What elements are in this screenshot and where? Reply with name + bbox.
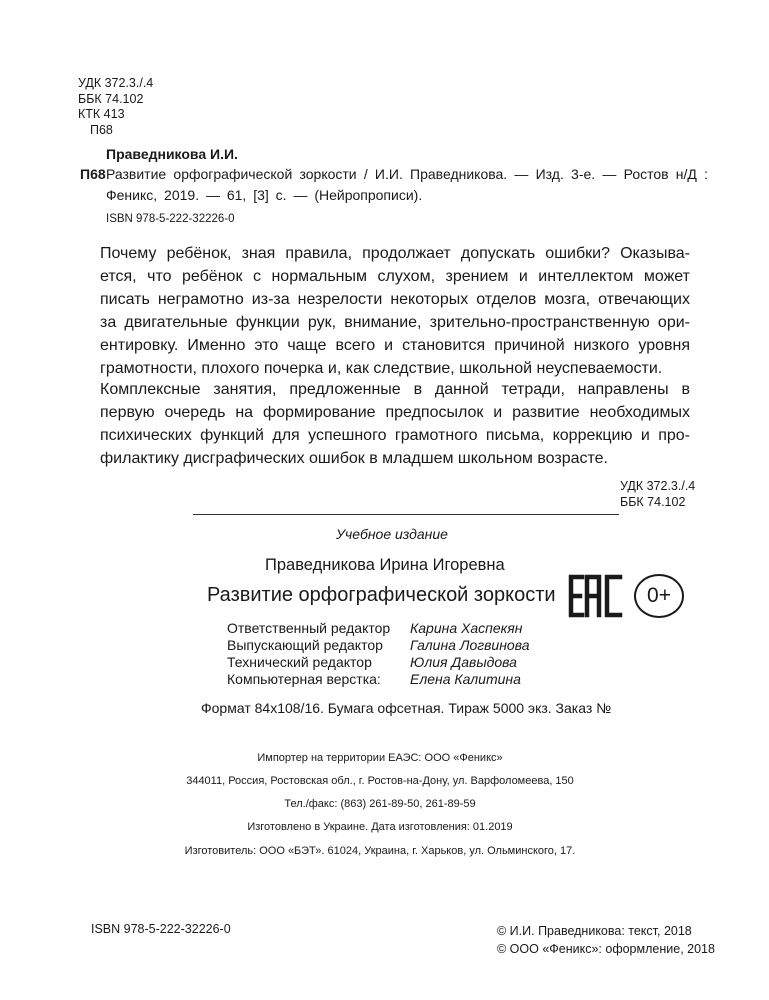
divider-rule (193, 514, 619, 515)
bbk-code: ББК 74.102 (620, 494, 686, 509)
edition-type: Учебное издание (336, 526, 448, 542)
annotation-line: грамотности, плохого почерка и, как следствие, школьной неуспеваемости. (100, 360, 663, 377)
credit-name: Юлия Давыдова (410, 654, 517, 670)
udk-code: УДК 372.3./.4 (620, 479, 696, 493)
eac-conformity-mark-icon (567, 573, 627, 619)
bibliographic-mark: П68 (80, 166, 106, 182)
bibliographic-description (106, 164, 708, 206)
annotation-line: ентировку. Именно это чаще всего и становится причиной низкого уровня (100, 337, 690, 354)
copyright-text: © И.И. Праведникова: текст, 2018 (497, 924, 692, 938)
manufacture-date: Изготовлено в Украине. Дата изготовления: 01.2019 (247, 821, 513, 833)
udk-code: УДК 372.3./.4 (78, 76, 154, 90)
credit-role: Компьютерная верстка: (227, 671, 381, 687)
classification-codes-right (620, 479, 695, 510)
annotation-line: первую очередь на формирование предпосылок и развитие необходимых (100, 404, 690, 421)
credit-role: Технический редактор (227, 654, 372, 670)
importer-line: Импортер на территории ЕАЭС: ООО «Феникс» (257, 752, 503, 764)
importer-address: 344011, Россия, Ростовская обл., г. Ростов-на-Дону, ул. Варфоломеева, 150 (186, 775, 574, 787)
author-full-name: Праведникова Ирина Игоревна (265, 556, 505, 574)
age-rating-badge: 0+ (634, 574, 684, 618)
author-mark: П68 (90, 122, 113, 137)
copyright-block (497, 922, 715, 958)
annotation-line: Комплексные занятия, предложенные в данной тетради, направлены в (100, 381, 690, 398)
annotation-line: ется, что ребёнок с нормальным слухом, зрением и интеллектом может (100, 268, 690, 285)
annotation-line: Почему ребёнок, зная правила, продолжает допускать ошибки? Оказыва- (100, 245, 690, 262)
bibliographic-author: Праведникова И.И. (106, 146, 238, 162)
importer-phone: Тел./факс: (863) 261-89-50, 261-89-59 (284, 798, 476, 810)
credit-role: Выпускающий редактор (227, 637, 383, 653)
bibliographic-line-2: Феникс, 2019. — 61, [3] с. — (Нейропрописи). (106, 187, 423, 203)
annotation-line: психических функций для успешного грамотного письма, коррекцию и про- (100, 427, 690, 444)
ktk-code: КТК 413 (78, 107, 125, 121)
bbk-code: ББК 74.102 (78, 91, 144, 106)
credit-name: Карина Хаспекян (410, 620, 523, 636)
isbn-bottom: ISBN 978-5-222-32226-0 (91, 922, 231, 936)
print-format: Формат 84x108/16. Бумага офсетная. Тираж 5000 экз. Заказ № (201, 700, 612, 716)
classification-codes (78, 76, 153, 138)
annotation-paragraph-2 (100, 378, 690, 470)
credit-name: Елена Калитина (410, 671, 521, 687)
copyright-design: © ООО «Феникс»: оформление, 2018 (497, 942, 715, 956)
annotation-line: филактику дисграфических ошибок в младшем школьном возрасте. (100, 450, 608, 467)
isbn-top: ISBN 978-5-222-32226-0 (106, 213, 235, 225)
annotation-line: писать неграмотно из-за незрелости некоторых отделов мозга, отвечающих (100, 291, 690, 308)
annotation-line: за двигательные функции рук, внимание, зрительно-пространственную ори- (100, 314, 690, 331)
bibliographic-line-1: Развитие орфографической зоркости / И.И. Праведникова. — Изд. 3-е. — Ростов н/Д : (106, 166, 708, 182)
annotation-paragraph-1 (100, 242, 690, 380)
credit-role: Ответственный редактор (227, 620, 391, 636)
book-title: Развитие орфографической зоркости (207, 584, 556, 606)
manufacturer-line: Изготовитель: ООО «БЭТ». 61024, Украина, г. Харьков, ул. Ольминского, 17. (184, 845, 576, 857)
credit-name: Галина Логвинова (410, 637, 530, 653)
